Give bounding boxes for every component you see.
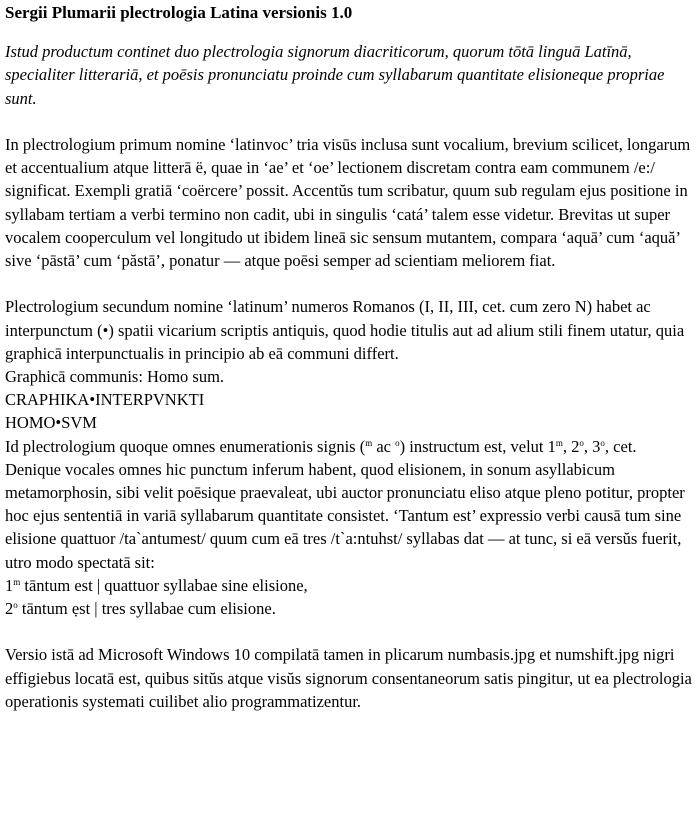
example-caps-1: CRAPHIKA•INTERPVNKTI — [5, 390, 205, 410]
text-fragment: , 3 — [583, 436, 601, 456]
example-line-1 — [5, 574, 694, 597]
text-fragment: Id plectrologium quoque omnes enumerationis signis ( — [5, 436, 366, 456]
superscript-m: m — [365, 437, 373, 448]
text-fragment: ac — [372, 436, 396, 456]
superscript-o: o — [395, 437, 400, 448]
example-common: Graphicā communis: Homo sum. — [5, 367, 225, 387]
text-fragment: ) instructum est, velut 1 — [399, 436, 556, 456]
paragraph-version: Versio istā ad Microsoft Windows 10 compilatā tamen in plicarum numbasis.jpg et numshift.jpg nigri effigiebus locatā est, quibus sitŭs atque visŭs signorum consentaneorum satis pingitur, ut ea plectrologia operationis systemati cuilibet alio programmatizentur. — [5, 645, 692, 711]
example-text: tāntum est | quattuor syllabae sine elisione, — [20, 575, 308, 595]
intro-paragraph: Istud productum continet duo plectrologia signorum diacriticorum, quorum tōtā linguā Latīnā, specialiter litterariā, et poēsis pronunciatu proinde cum syllabarum quantitate elisioneque propriae sunt. — [5, 42, 665, 108]
example-number: 1 — [5, 575, 14, 595]
text-fragment: , 2 — [562, 436, 580, 456]
example-text: tāntum ẹst | tres syllabae cum elisione. — [17, 599, 276, 619]
document-title: Sergii Plumarii plectrologia Latina versionis 1.0 — [5, 3, 353, 22]
superscript-m: m — [555, 437, 563, 448]
superscript-o: o — [579, 437, 584, 448]
superscript-o: o — [13, 600, 18, 611]
paragraph-enumeration — [5, 435, 694, 574]
example-caps-2: HOMO•SVM — [5, 413, 97, 433]
paragraph-latinvoc: In plectrologium primum nomine ‘latinvoc’ tria visūs inclusa sunt vocalium, brevium scilicet, longarum et accentualium atque litterā ë, quae in ‘ae’ et ‘oe’ lectionem discretam contra eam communem /e:/ significat. Exempli gratiā ‘coërcere’ possit. Accentŭs tum scribatur, quum sub regulam ejus positione in syllabam tertiam a verbi termino non cadit, ubi in singulis ‘catá’ talem esse videtur. Brevitas ut super vocalem cooperculum vel longitudo ut ibidem lineā sic sensum mutantem, compara ‘aquā’ cum ‘aquă’ sive ‘pāstā’ cum ‘păstā’, ponatur — atque poēsi semper ad scientiam meliorem fiat. — [5, 135, 691, 271]
example-line-2 — [5, 597, 694, 620]
superscript-m: m — [13, 576, 21, 587]
superscript-o: o — [600, 437, 605, 448]
example-number: 2 — [5, 599, 14, 619]
text-fragment: , cet. Denique vocales omnes hic punctum inferum habent, quod elisionem, in sonum asyllabicum metamorphosin, sibi velit poēsique praevaleat, ubi auctor pronunciatu eliso atque pleno potitur, propter hoc ejus sententiā in variā syllabarum quantitate consistet. ‘Tantum est’ expressio verbi causā tum sine elisione quattuor /ta`antumest/ quum cum eā tres /t`a:ntuhst/ syllabas dat — at tunc, si eā versŭs fuerit, utro modo spectatā sit: — [5, 436, 685, 572]
paragraph-latinum: Plectrologium secundum nomine ‘latinum’ numeros Romanos (I, II, III, cet. cum zero N) habet ac interpunctum (•) spatii vicarium scriptis antiquis, quod hodie titulis aut ad alium stili finem utatur, quia graphicā interpunctualis in principio ab eā communi differt. — [5, 297, 685, 363]
